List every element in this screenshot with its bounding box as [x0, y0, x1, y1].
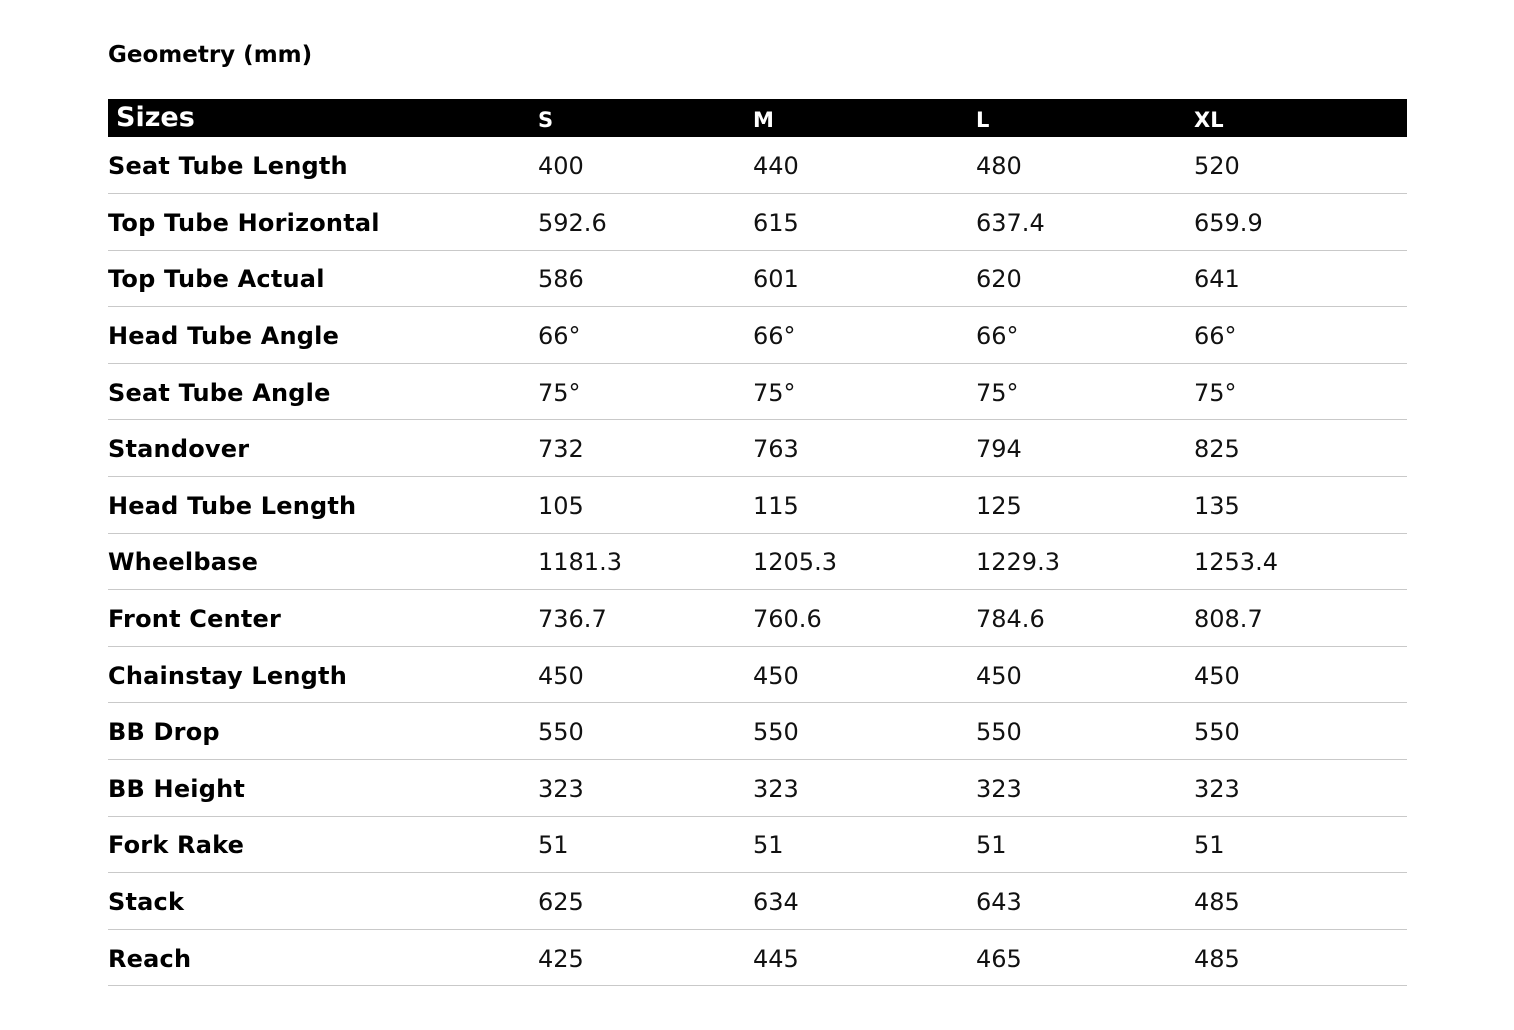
cell-value-m: 760.6	[753, 605, 822, 634]
cell-value-m: 75°	[753, 378, 796, 407]
cell-value-s: 550	[538, 718, 584, 747]
header-size-s: S	[538, 108, 554, 132]
cell-value-l: 550	[976, 718, 1022, 747]
cell-value-l: 784.6	[976, 605, 1045, 634]
cell-value-xl: 808.7	[1194, 605, 1263, 634]
cell-value-xl: 641	[1194, 265, 1240, 294]
cell-value-m: 445	[753, 944, 799, 973]
table-row	[108, 929, 1407, 986]
cell-value-l: 620	[976, 265, 1022, 294]
table-row	[108, 194, 1407, 251]
row-label: Fork Rake	[108, 831, 245, 860]
table-body	[108, 137, 1407, 986]
cell-value-m: 615	[753, 208, 799, 237]
cell-value-xl: 323	[1194, 774, 1240, 803]
row-label: Wheelbase	[108, 548, 259, 577]
cell-value-xl: 450	[1194, 661, 1240, 690]
cell-value-s: 66°	[538, 322, 581, 351]
table-row	[108, 533, 1407, 590]
cell-value-xl: 1253.4	[1194, 548, 1278, 577]
cell-value-m: 450	[753, 661, 799, 690]
page-title: Geometry (mm)	[108, 42, 313, 68]
cell-value-m: 323	[753, 774, 799, 803]
table-row	[108, 363, 1407, 420]
geometry-table	[108, 99, 1407, 986]
cell-value-s: 105	[538, 491, 584, 520]
cell-value-m: 51	[753, 831, 784, 860]
row-label: Standover	[108, 435, 250, 464]
cell-value-xl: 135	[1194, 491, 1240, 520]
cell-value-l: 323	[976, 774, 1022, 803]
cell-value-l: 1229.3	[976, 548, 1060, 577]
row-label: Front Center	[108, 605, 282, 634]
cell-value-xl: 825	[1194, 435, 1240, 464]
header-size-l: L	[976, 108, 990, 132]
table-row	[108, 760, 1407, 817]
header-sizes-label: Sizes	[116, 102, 195, 133]
row-label: Top Tube Actual	[108, 265, 325, 294]
table-row	[108, 477, 1407, 534]
cell-value-m: 440	[753, 152, 799, 181]
row-label: Head Tube Angle	[108, 322, 340, 351]
cell-value-s: 625	[538, 888, 584, 917]
header-row	[108, 99, 1407, 137]
cell-value-s: 732	[538, 435, 584, 464]
row-label: Seat Tube Angle	[108, 378, 331, 407]
table-row	[108, 816, 1407, 873]
table-row	[108, 646, 1407, 703]
table-row	[108, 420, 1407, 477]
cell-value-xl: 485	[1194, 944, 1240, 973]
cell-value-s: 51	[538, 831, 569, 860]
cell-value-l: 465	[976, 944, 1022, 973]
cell-value-s: 592.6	[538, 208, 607, 237]
cell-value-xl: 485	[1194, 888, 1240, 917]
table-row	[108, 137, 1407, 194]
row-label: Reach	[108, 944, 192, 973]
cell-value-l: 450	[976, 661, 1022, 690]
row-label: BB Height	[108, 774, 246, 803]
cell-value-l: 75°	[976, 378, 1019, 407]
row-label: Top Tube Horizontal	[108, 208, 380, 237]
cell-value-s: 400	[538, 152, 584, 181]
table-header	[108, 99, 1407, 137]
row-label: Head Tube Length	[108, 491, 357, 520]
cell-value-xl: 75°	[1194, 378, 1237, 407]
cell-value-xl: 66°	[1194, 322, 1237, 351]
cell-value-m: 66°	[753, 322, 796, 351]
cell-value-s: 1181.3	[538, 548, 622, 577]
cell-value-l: 66°	[976, 322, 1019, 351]
cell-value-m: 763	[753, 435, 799, 464]
cell-value-xl: 520	[1194, 152, 1240, 181]
cell-value-m: 1205.3	[753, 548, 837, 577]
row-label: Stack	[108, 888, 185, 917]
row-label: BB Drop	[108, 718, 220, 747]
cell-value-l: 480	[976, 152, 1022, 181]
cell-value-s: 323	[538, 774, 584, 803]
table-row	[108, 307, 1407, 364]
table-row	[108, 703, 1407, 760]
row-label: Seat Tube Length	[108, 152, 348, 181]
header-size-xl: XL	[1194, 108, 1224, 132]
cell-value-l: 125	[976, 491, 1022, 520]
cell-value-m: 550	[753, 718, 799, 747]
cell-value-s: 75°	[538, 378, 581, 407]
cell-value-l: 643	[976, 888, 1022, 917]
cell-value-s: 586	[538, 265, 584, 294]
cell-value-s: 450	[538, 661, 584, 690]
row-label: Chainstay Length	[108, 661, 348, 690]
cell-value-s: 425	[538, 944, 584, 973]
cell-value-xl: 550	[1194, 718, 1240, 747]
table-row	[108, 590, 1407, 647]
table-row	[108, 250, 1407, 307]
cell-value-l: 794	[976, 435, 1022, 464]
table-row	[108, 873, 1407, 930]
cell-value-m: 601	[753, 265, 799, 294]
header-size-m: M	[753, 108, 774, 132]
cell-value-l: 51	[976, 831, 1007, 860]
cell-value-m: 115	[753, 491, 799, 520]
cell-value-m: 634	[753, 888, 799, 917]
cell-value-s: 736.7	[538, 605, 607, 634]
cell-value-xl: 51	[1194, 831, 1225, 860]
cell-value-xl: 659.9	[1194, 208, 1263, 237]
cell-value-l: 637.4	[976, 208, 1045, 237]
